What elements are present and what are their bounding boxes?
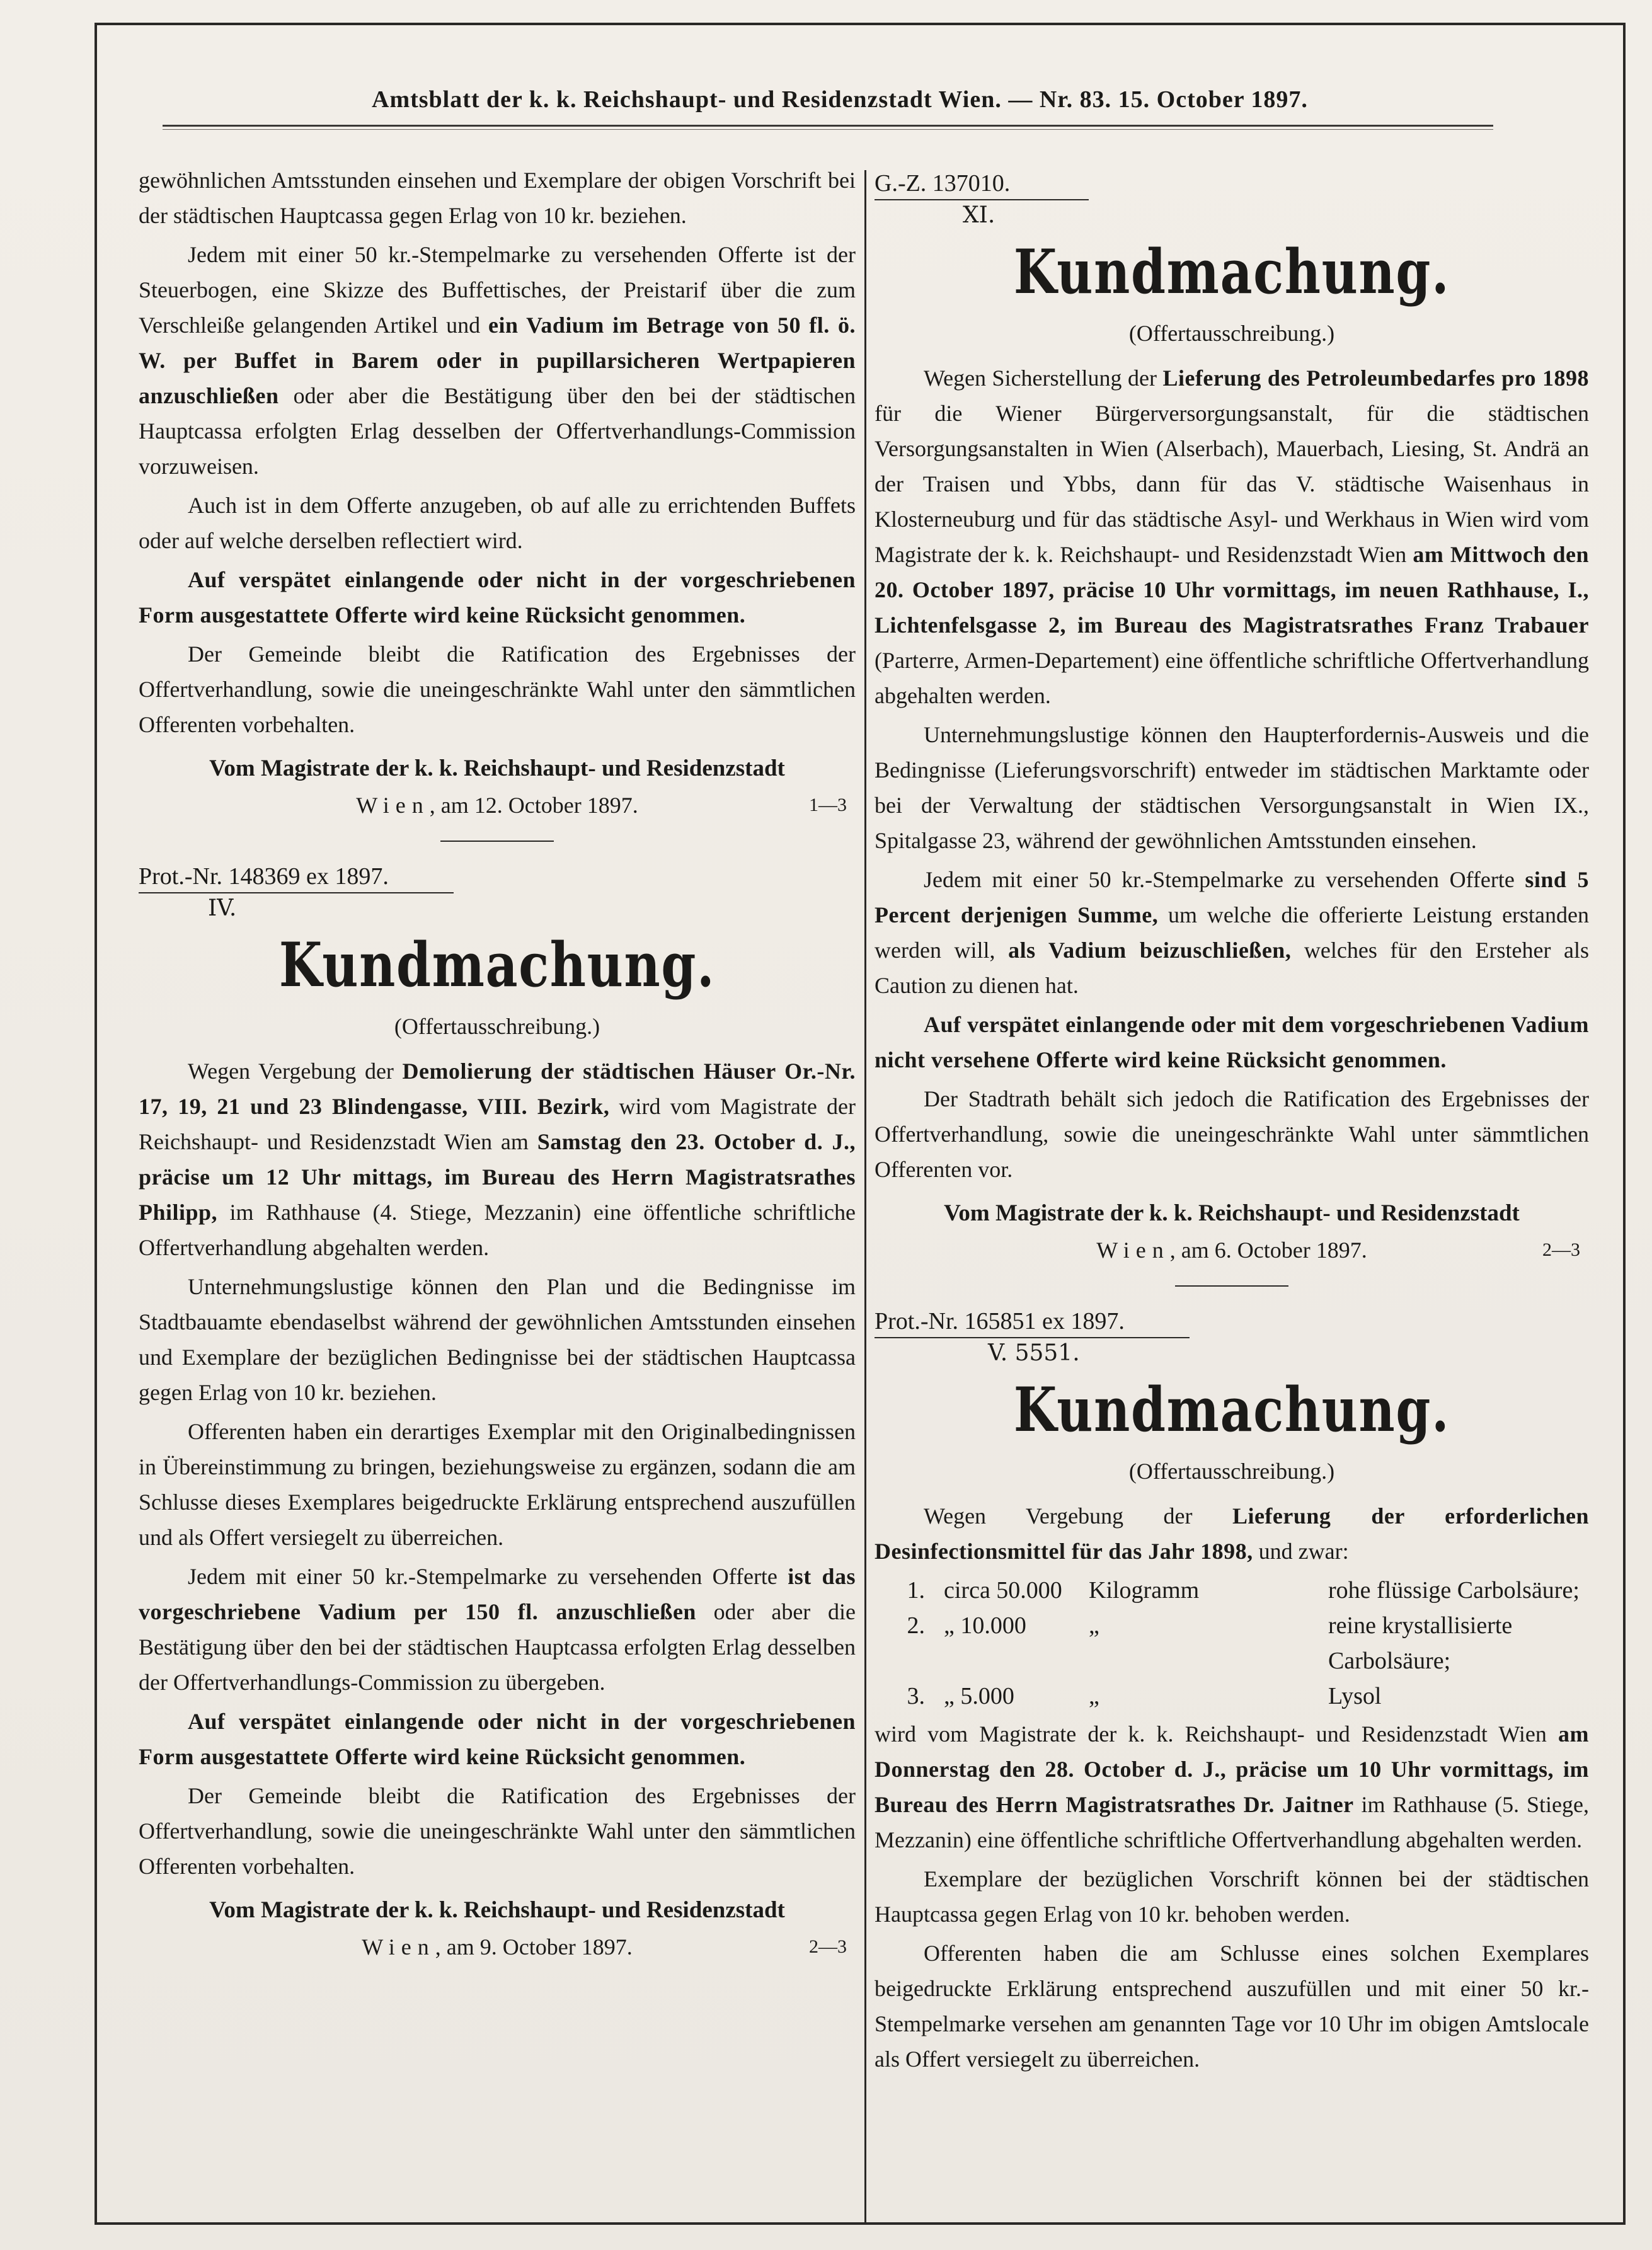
notice-subtitle: (Offertausschreibung.): [394, 1014, 600, 1039]
notice-subtitle: (Offertausschreibung.): [1128, 321, 1335, 346]
separator-rule: [1175, 1285, 1288, 1287]
notice-paragraph: Wegen Vergebung der Lieferung der erforderlichen Desinfectionsmittel für das Jahr 1898, und zwar:: [875, 1503, 1589, 1564]
header-rule-thin: [163, 129, 1493, 130]
notice-paragraph: Unternehmungslustige können den Haupterfordernis-Ausweis und die Bedingnisse (Lieferungsvorschrift) entweder im städtischen Marktamte oder bei der Verwaltung der städtischen Versorgungsanstalt in Wien IX., Spitalgasse 23, während der gewöhnlichen Amtsstunden einsehen.: [875, 722, 1589, 853]
insertion-number: 2—3: [1542, 1239, 1580, 1260]
continued-paragraph: Auch ist in dem Offerte anzugeben, ob auf alle zu errichtenden Buffets oder auf welche derselben reflectiert wird.: [139, 493, 856, 553]
place-date-line: Wien, am 6. October 1897. 2—3: [875, 1231, 1589, 1269]
notice-title: Kundmachung.: [1013, 236, 1450, 307]
notice-department: V. 5551.: [988, 1340, 1080, 1366]
insertion-number: 2—3: [809, 1936, 847, 1957]
item-list: [875, 1573, 1589, 1714]
header-rule: [163, 125, 1493, 127]
notice-department: XI.: [963, 202, 995, 228]
notice-title: Kundmachung.: [278, 929, 716, 1001]
notice-paragraph: Offerenten haben ein derartiges Exemplar mit den Originalbedingnissen in Übereinstimmung zu bringen, beziehungsweise zu ergänzen, sodann die am Schlusse dieses Exemplares beigedruckte Erklärung entsprechend auszufüllen und als Offert versiegelt zu überreichen.: [139, 1419, 856, 1550]
notice-paragraph: Jedem mit einer 50 kr.-Stempelmarke zu versehenden Offerte sind 5 Percent derjenigen Summe, um welche die offerierte Leistung erstanden werden will, als Vadium beizuschließen, welches für den Ersteher als Caution zu dienen hat.: [875, 867, 1590, 998]
continued-paragraph: gewöhnlichen Amtsstunden einsehen und Exemplare der obigen Vorschrift bei der städtischen Hauptcassa gegen Erlag von 10 kr. beziehen.: [139, 168, 856, 228]
notice-reference: G.-Z. 137010.: [875, 170, 1011, 197]
continued-paragraph: Jedem mit einer 50 kr.-Stempelmarke zu versehenden Offerte ist der Steuerbogen, eine Skizze des Buffettisches, der Preistarif über die zum Verschleiße gelangenden Artikel und ein Vadium im Betrage von 50 fl. ö. W. per Buffet in Barem oder in pupillarsicheren Wertpapieren anzuschließen oder aber die Bestätigung über den bei der städtischen Hauptcassa erfolgten Erlag desselben der Offertverhandlungs-Commission vorzuweisen.: [139, 242, 856, 479]
notice-reference: Prot.-Nr. 165851 ex 1897.: [875, 1308, 1125, 1335]
right-column: [875, 163, 1589, 2081]
notice-department: IV.: [208, 895, 237, 921]
list-item: 2. „ 10.000 „ reine krystallisierte Carbolsäure;: [907, 1612, 1513, 1674]
insertion-number: 1—3: [809, 795, 847, 815]
list-item: 1. circa 50.000 Kilogramm rohe flüssige Carbolsäure;: [907, 1577, 1580, 1604]
page-header: Amtsblatt der k. k. Reichshaupt- und Residenzstadt Wien. — Nr. 83. 15. October 1897.: [372, 86, 1308, 113]
left-column: [139, 163, 856, 1966]
notice-title: Kundmachung.: [1013, 1374, 1450, 1445]
notice-paragraph: Jedem mit einer 50 kr.-Stempelmarke zu versehenden Offerte ist das vorgeschriebene Vadium per 150 fl. anzuschließen oder aber die Bestätigung über den bei der städtischen Hauptcassa erfolgten Erlag desselben der Offertverhandlungs-Commission zu übergeben.: [139, 1564, 856, 1695]
notice-paragraph-bold: Auf verspätet einlangende oder mit dem vorgeschriebenen Vadium nicht versehene Offerte wird keine Rücksicht genommen.: [875, 1012, 1589, 1072]
notice-reference: Prot.-Nr. 148369 ex 1897.: [139, 863, 389, 890]
separator-rule: [440, 841, 554, 842]
column-divider: [864, 170, 866, 2224]
notice-paragraph: Der Gemeinde bleibt die Ratification des Ergebnisses der Offertverhandlung, sowie die uneingeschränkte Wahl unter den sämmtlichen Offerenten vorbehalten.: [139, 1783, 856, 1879]
signature-line: Vom Magistrate der k. k. Reichshaupt- und Residenzstadt: [209, 1897, 785, 1923]
notice-paragraph: Unternehmungslustige können den Plan und die Bedingnisse im Stadtbauamte ebendaselbst während der gewöhnlichen Amtsstunden einsehen und Exemplare der bezüglichen Bedingnisse bei der städtischen Hauptcassa gegen Erlag von 10 kr. beziehen.: [139, 1274, 856, 1405]
notice-paragraph: Der Stadtrath behält sich jedoch die Ratification des Ergebnisses der Offertverhandlung, sowie die uneingeschränkte Wahl unter sämmtlichen Offerenten vor.: [875, 1086, 1589, 1182]
notice-paragraph: Wegen Vergebung der Demolierung der städtischen Häuser Or.-Nr. 17, 19, 21 und 23 Blindengasse, VIII. Bezirk, wird vom Magistrate der Reichshaupt- und Residenzstadt Wien am Samstag den 23. October d. J., präcise um 12 Uhr mittags, im Bureau des Herrn Magistratsrathes Philipp, im Rathhause (4. Stiege, Mezzanin) eine öffentliche schriftliche Offertverhandlung abgehalten werden.: [139, 1059, 856, 1260]
place-date-line: Wien, am 9. October 1897. 2—3: [139, 1928, 856, 1966]
signature-line: Vom Magistrate der k. k. Reichshaupt- und Residenzstadt: [944, 1200, 1520, 1226]
place-date-line: Wien, am 12. October 1897. 1—3: [139, 786, 856, 824]
notice-subtitle: (Offertausschreibung.): [1128, 1459, 1335, 1484]
list-item: 3. „ 5.000 „ Lysol: [907, 1683, 1382, 1709]
notice-paragraph: Offerenten haben die am Schlusse eines solchen Exemplares beigedruckte Erklärung entsprechend auszufüllen und mit einer 50 kr.-Stempelmarke versehen am genannten Tage vor 10 Uhr im obigen Amtslocale als Offert versiegelt zu überreichen.: [875, 1941, 1589, 2072]
continued-paragraph: Der Gemeinde bleibt die Ratification des Ergebnisses der Offertverhandlung, sowie die uneingeschränkte Wahl unter den sämmtlichen Offerenten vorbehalten.: [139, 641, 856, 737]
notice-paragraph: Wegen Sicherstellung der Lieferung des Petroleumbedarfes pro 1898 für die Wiener Bürgerversorgungsanstalt, für die städtischen Versorgungsanstalten in Wien (Alserbach), Mauerbach, Liesing, St. Andrä an der Traisen und Ybbs, dann für das V. städtische Waisenhaus in Klosterneuburg und für das städtische Asyl- und Werkhaus in Wien wird vom Magistrate der k. k. Reichshaupt- und Residenzstadt Wien am Mittwoch den 20. October 1897, präcise 10 Uhr vormittags, im neuen Rathhause, I., Lichtenfelsgasse 2, im Bureau des Magistratsrathes Franz Trabauer (Parterre, Armen-Departement) eine öffentliche schriftliche Offertverhandlung abgehalten werden.: [875, 365, 1590, 708]
notice-paragraph: wird vom Magistrate der k. k. Reichshaupt- und Residenzstadt Wien am Donnerstag den 28. October d. J., präcise um 10 Uhr vormittags, im Bureau des Herrn Magistratsrathes Dr. Jaitner im Rathhause (5. Stiege, Mezzanin) eine öffentliche schriftliche Offertverhandlung abgehalten werden.: [875, 1721, 1589, 1852]
notice-paragraph: Exemplare der bezüglichen Vorschrift können bei der städtischen Hauptcassa gegen Erlag von 10 kr. behoben werden.: [875, 1866, 1589, 1927]
continued-paragraph-bold: Auf verspätet einlangende oder nicht in der vorgeschriebenen Form ausgestattete Offerte wird keine Rücksicht genommen.: [139, 567, 856, 628]
signature-line: Vom Magistrate der k. k. Reichshaupt- und Residenzstadt: [209, 755, 785, 781]
notice-paragraph-bold: Auf verspätet einlangende oder nicht in der vorgeschriebenen Form ausgestattete Offerte wird keine Rücksicht genommen.: [139, 1709, 856, 1769]
